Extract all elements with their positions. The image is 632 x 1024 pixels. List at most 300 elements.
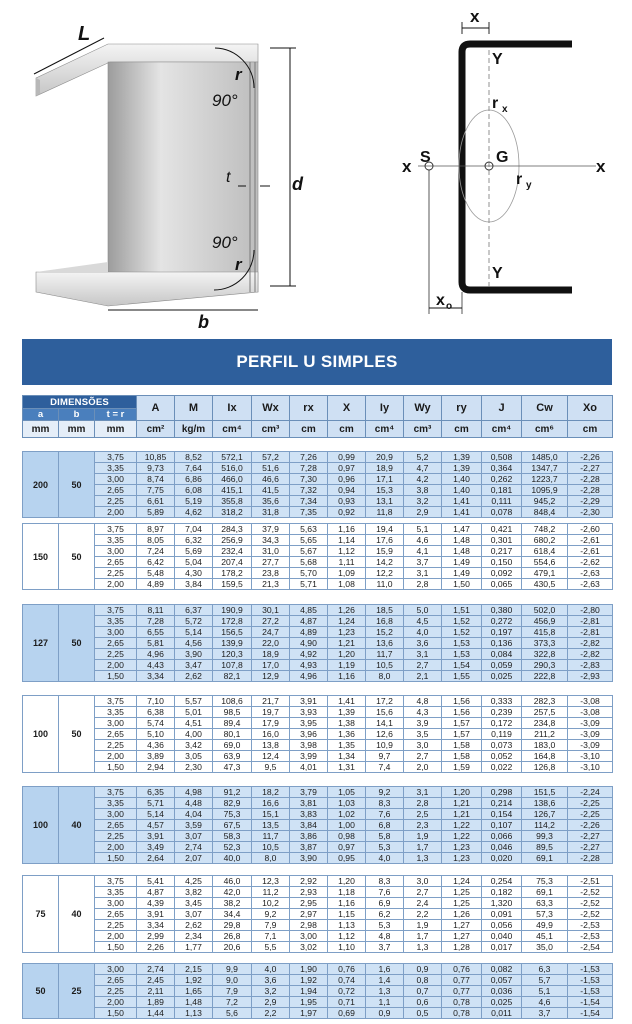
- label-radius-top: r: [235, 65, 242, 84]
- table-cell: 2,9: [404, 507, 442, 518]
- table-cell: 3,75: [95, 696, 137, 707]
- table-cell: 0,091: [482, 909, 522, 920]
- table-cell: 1,27: [442, 931, 482, 942]
- table-cell: 3,00: [95, 474, 137, 485]
- header-col-ry: ry: [442, 396, 482, 421]
- table-cell: 0,6: [404, 997, 442, 1008]
- table-cell: 5,0: [404, 605, 442, 616]
- table-cell: 211,2: [522, 729, 568, 740]
- table-cell: 1,92: [175, 975, 213, 986]
- table-cell: 63,9: [213, 751, 252, 762]
- table-cell: 8,74: [137, 474, 175, 485]
- table-cell: 0,272: [482, 616, 522, 627]
- table-row: [23, 920, 613, 931]
- table-cell: 2,00: [95, 842, 137, 853]
- table-cell: 945,2: [522, 496, 568, 507]
- table-cell: 4,30: [175, 568, 213, 579]
- table-cell: 1,08: [328, 579, 366, 590]
- table-row: [23, 696, 613, 707]
- table-cell: 2,1: [404, 671, 442, 682]
- table-cell: -2,52: [568, 898, 613, 909]
- table-cell: 5,89: [137, 507, 175, 518]
- table-cell: 5,71: [290, 579, 328, 590]
- table-cell: 3,1: [404, 568, 442, 579]
- header-unit: cm⁶: [522, 421, 568, 438]
- table-cell: 42,0: [213, 887, 252, 898]
- table-cell: 0,119: [482, 729, 522, 740]
- table-cell: 138,6: [522, 798, 568, 809]
- table-row: [23, 638, 613, 649]
- table-cell: 37,9: [252, 524, 290, 535]
- table-cell: 5,48: [137, 568, 175, 579]
- table-cell: -1,54: [568, 997, 613, 1008]
- table-cell: 63,3: [522, 898, 568, 909]
- table-cell: -2,28: [568, 474, 613, 485]
- table-cell: 0,107: [482, 820, 522, 831]
- table-cell: 2,99: [137, 931, 175, 942]
- table-cell: 290,3: [522, 660, 568, 671]
- header-col-j: J: [482, 396, 522, 421]
- channel-3d-drawing: [36, 44, 258, 306]
- table-cell: -2,63: [568, 579, 613, 590]
- table-row: [23, 707, 613, 718]
- table-cell: 3,90: [175, 649, 213, 660]
- table-cell: 2,8: [404, 579, 442, 590]
- table-cell: 19,7: [252, 707, 290, 718]
- table-cell: 1,13: [175, 1008, 213, 1019]
- table-cell: 284,3: [213, 524, 252, 535]
- table-cell: 7,6: [366, 809, 404, 820]
- table-cell: 1,02: [328, 809, 366, 820]
- table-cell: 11,8: [366, 507, 404, 518]
- group-b-value: 50: [59, 605, 95, 682]
- table-cell: 1,20: [328, 876, 366, 887]
- table-cell: 415,1: [213, 485, 252, 496]
- label-width: b: [198, 312, 209, 330]
- header-unit: kg/m: [175, 421, 213, 438]
- table-cell: 7,34: [290, 496, 328, 507]
- header-unit: cm: [442, 421, 482, 438]
- table-cell: 3,8: [404, 485, 442, 496]
- table-cell: 3,81: [290, 798, 328, 809]
- table-cell: 15,6: [366, 707, 404, 718]
- table-cell: 1,3: [366, 986, 404, 997]
- table-cell: 234,8: [522, 718, 568, 729]
- table-cell: 51,6: [252, 463, 290, 474]
- table-cell: 7,24: [137, 546, 175, 557]
- table-cell: 57,2: [252, 452, 290, 463]
- table-cell: 0,020: [482, 853, 522, 864]
- table-cell: 126,7: [522, 809, 568, 820]
- table-row: [23, 887, 613, 898]
- table-cell: 0,084: [482, 649, 522, 660]
- table-cell: 11,7: [252, 831, 290, 842]
- table-cell: 2,30: [175, 762, 213, 773]
- table-cell: 2,7: [404, 887, 442, 898]
- table-cell: 1,05: [328, 787, 366, 798]
- table-cell: 1,48: [442, 535, 482, 546]
- table-cell: 13,5: [252, 820, 290, 831]
- table-cell: 1,89: [137, 997, 175, 1008]
- table-cell: 2,25: [95, 649, 137, 660]
- table-cell: 322,8: [522, 649, 568, 660]
- table-cell: 1,90: [290, 964, 328, 975]
- table-cell: 7,2: [213, 997, 252, 1008]
- table-cell: 1,23: [442, 842, 482, 853]
- table-cell: 0,76: [442, 964, 482, 975]
- table-row: [23, 798, 613, 809]
- table-row: [23, 740, 613, 751]
- table-cell: 1,48: [175, 997, 213, 1008]
- table-cell: 4,1: [404, 546, 442, 557]
- table-cell: -1,53: [568, 975, 613, 986]
- table-cell: -3,08: [568, 707, 613, 718]
- table-cell: 0,052: [482, 751, 522, 762]
- table-cell: 9,0: [213, 975, 252, 986]
- table-row: [23, 660, 613, 671]
- table-cell: 3,86: [290, 831, 328, 842]
- table-cell: 4,04: [175, 809, 213, 820]
- table-cell: 4,87: [290, 616, 328, 627]
- table-cell: 5,70: [290, 568, 328, 579]
- table-cell: 2,62: [175, 920, 213, 931]
- group-a-value: 50: [23, 964, 59, 1019]
- table-cell: 15,2: [366, 627, 404, 638]
- table-cell: -2,54: [568, 942, 613, 953]
- table-row: [23, 820, 613, 831]
- table-cell: 159,5: [213, 579, 252, 590]
- table-row: [23, 942, 613, 953]
- table-row: [23, 463, 613, 474]
- group-a-value: 200: [23, 452, 59, 518]
- table-cell: 3,35: [95, 887, 137, 898]
- group-b-value: 50: [59, 452, 95, 518]
- table-cell: 17,2: [366, 696, 404, 707]
- table-cell: 3,98: [290, 740, 328, 751]
- table-cell: 5,1: [522, 986, 568, 997]
- table-cell: 2,45: [137, 975, 175, 986]
- label-ry-sub: y: [526, 180, 532, 191]
- table-cell: 0,154: [482, 809, 522, 820]
- table-cell: -2,93: [568, 671, 613, 682]
- table-cell: 5,19: [175, 496, 213, 507]
- table-cell: 1,59: [442, 762, 482, 773]
- table-row: [23, 986, 613, 997]
- table-cell: 5,2: [404, 452, 442, 463]
- header-unit: mm: [59, 421, 95, 438]
- label-radius-bottom: r: [235, 255, 242, 274]
- table-cell: 1,50: [95, 1008, 137, 1019]
- table-cell: 10,85: [137, 452, 175, 463]
- label-y-bottom: Y: [492, 265, 503, 282]
- table-cell: -2,61: [568, 535, 613, 546]
- table-cell: 17,1: [366, 474, 404, 485]
- table-cell: 12,6: [366, 729, 404, 740]
- table-cell: 6,38: [137, 707, 175, 718]
- table-cell: 17,0: [252, 660, 290, 671]
- table-cell: 7,9: [213, 986, 252, 997]
- table-cell: 6,42: [137, 557, 175, 568]
- table-cell: 2,97: [290, 909, 328, 920]
- table-cell: 3,75: [95, 605, 137, 616]
- table-cell: 1485,0: [522, 452, 568, 463]
- table-cell: 1,4: [366, 975, 404, 986]
- table-cell: 6,9: [366, 898, 404, 909]
- label-x-left: x: [402, 157, 412, 176]
- table-row: [23, 485, 613, 496]
- header-unit: cm: [568, 421, 613, 438]
- table-cell: 4,0: [404, 627, 442, 638]
- table-cell: 9,2: [366, 787, 404, 798]
- table-cell: 3,00: [95, 964, 137, 975]
- table-cell: 1,41: [442, 496, 482, 507]
- table-cell: 29,8: [213, 920, 252, 931]
- table-row: [23, 997, 613, 1008]
- table-cell: 12,3: [252, 876, 290, 887]
- table-cell: 24,7: [252, 627, 290, 638]
- table-cell: 1,25: [442, 887, 482, 898]
- label-g: G: [496, 149, 509, 166]
- table-cell: 848,4: [522, 507, 568, 518]
- table-cell: 1,47: [442, 524, 482, 535]
- table-cell: 12,2: [366, 568, 404, 579]
- table-cell: 20,9: [366, 452, 404, 463]
- table-cell: 3,35: [95, 616, 137, 627]
- table-cell: -2,27: [568, 842, 613, 853]
- table-cell: 15,3: [366, 485, 404, 496]
- profile-group-200x50: [22, 451, 613, 518]
- table-cell: 31,0: [252, 546, 290, 557]
- table-cell: 2,65: [95, 975, 137, 986]
- table-cell: 99,3: [522, 831, 568, 842]
- header-unit: cm: [328, 421, 366, 438]
- header-unit: cm⁴: [366, 421, 404, 438]
- table-cell: 4,48: [175, 798, 213, 809]
- table-cell: 1,21: [328, 638, 366, 649]
- table-cell: 2,11: [137, 986, 175, 997]
- table-header: [22, 395, 613, 438]
- table-cell: 7,35: [290, 507, 328, 518]
- table-row: [23, 964, 613, 975]
- table-cell: 27,2: [252, 616, 290, 627]
- table-cell: 4,92: [290, 649, 328, 660]
- table-cell: -3,10: [568, 751, 613, 762]
- table-cell: 2,00: [95, 507, 137, 518]
- table-cell: 1,11: [328, 557, 366, 568]
- table-cell: -3,09: [568, 740, 613, 751]
- table-cell: 3,82: [175, 887, 213, 898]
- table-cell: 0,136: [482, 638, 522, 649]
- table-cell: 11,7: [366, 649, 404, 660]
- table-cell: 7,10: [137, 696, 175, 707]
- table-row: [23, 474, 613, 485]
- table-cell: 6,61: [137, 496, 175, 507]
- table-cell: 0,301: [482, 535, 522, 546]
- table-cell: 52,3: [213, 842, 252, 853]
- table-cell: 2,74: [175, 842, 213, 853]
- header-col-a: A: [137, 396, 175, 421]
- table-cell: 222,8: [522, 671, 568, 682]
- table-cell: 572,1: [213, 452, 252, 463]
- table-cell: 69,0: [213, 740, 252, 751]
- table-cell: 4,98: [175, 787, 213, 798]
- table-cell: 120,3: [213, 649, 252, 660]
- table-cell: 6,35: [137, 787, 175, 798]
- table-cell: -2,52: [568, 909, 613, 920]
- table-cell: 2,2: [404, 909, 442, 920]
- group-a-value: 150: [23, 524, 59, 590]
- table-cell: 0,262: [482, 474, 522, 485]
- table-cell: 0,036: [482, 986, 522, 997]
- table-cell: -2,82: [568, 649, 613, 660]
- label-x-top: x: [470, 7, 480, 26]
- header-a: a: [23, 409, 59, 421]
- profile-group-150x50: [22, 523, 613, 590]
- table-cell: 3,1: [404, 787, 442, 798]
- table-cell: 9,9: [213, 964, 252, 975]
- table-cell: 4,90: [290, 638, 328, 649]
- table-cell: 18,9: [252, 649, 290, 660]
- table-cell: -1,54: [568, 1008, 613, 1019]
- table-cell: 0,078: [482, 507, 522, 518]
- table-cell: 89,4: [213, 718, 252, 729]
- table-cell: 3,2: [404, 496, 442, 507]
- table-cell: 2,15: [175, 964, 213, 975]
- table-cell: 0,057: [482, 975, 522, 986]
- table-cell: 4,96: [137, 649, 175, 660]
- table-cell: 151,5: [522, 787, 568, 798]
- table-cell: 190,9: [213, 605, 252, 616]
- table-cell: 1,48: [442, 546, 482, 557]
- table-cell: 5,67: [290, 546, 328, 557]
- table-cell: 479,1: [522, 568, 568, 579]
- table-cell: 0,8: [404, 975, 442, 986]
- header-col-ix: Ix: [213, 396, 252, 421]
- table-cell: 0,239: [482, 707, 522, 718]
- table-cell: 0,111: [482, 496, 522, 507]
- table-cell: 1,39: [328, 707, 366, 718]
- table-cell: 1,50: [95, 942, 137, 953]
- table-cell: 9,7: [366, 751, 404, 762]
- header-col-x: X: [328, 396, 366, 421]
- table-cell: 0,022: [482, 762, 522, 773]
- table-cell: 3,00: [95, 627, 137, 638]
- table-cell: 164,8: [522, 751, 568, 762]
- table-cell: 2,65: [95, 729, 137, 740]
- table-cell: 1,50: [442, 579, 482, 590]
- table-cell: 2,25: [95, 568, 137, 579]
- table-cell: 75,3: [522, 876, 568, 887]
- table-cell: -3,08: [568, 696, 613, 707]
- table-cell: 2,25: [95, 986, 137, 997]
- table-cell: 2,0: [404, 762, 442, 773]
- table-cell: 172,8: [213, 616, 252, 627]
- table-cell: 5,3: [366, 842, 404, 853]
- group-b-value: 40: [59, 876, 95, 953]
- table-cell: 3,00: [290, 931, 328, 942]
- table-cell: -3,10: [568, 762, 613, 773]
- table-cell: 5,57: [175, 696, 213, 707]
- table-cell: 6,86: [175, 474, 213, 485]
- table-cell: 7,6: [366, 887, 404, 898]
- table-cell: 4,89: [137, 579, 175, 590]
- table-cell: 2,2: [252, 1008, 290, 1019]
- table-cell: 5,65: [290, 535, 328, 546]
- table-cell: 10,5: [366, 660, 404, 671]
- table-cell: 2,3: [404, 820, 442, 831]
- table-cell: 46,0: [213, 876, 252, 887]
- table-cell: 0,065: [482, 579, 522, 590]
- label-length: L: [78, 23, 91, 45]
- table-cell: 13,1: [366, 496, 404, 507]
- table-cell: 0,97: [328, 463, 366, 474]
- table-cell: 1,52: [442, 627, 482, 638]
- table-cell: 75,3: [213, 809, 252, 820]
- table-cell: 2,07: [175, 853, 213, 864]
- table-cell: 7,9: [252, 920, 290, 931]
- table-cell: 1,23: [328, 627, 366, 638]
- table-row: [23, 842, 613, 853]
- table-cell: 1,94: [290, 986, 328, 997]
- table-cell: 1,03: [328, 798, 366, 809]
- table-cell: 1347,7: [522, 463, 568, 474]
- table-cell: 282,3: [522, 696, 568, 707]
- table-cell: 3,49: [137, 842, 175, 853]
- table-cell: 1,35: [328, 740, 366, 751]
- table-cell: 7,1: [252, 931, 290, 942]
- table-cell: 6,37: [175, 605, 213, 616]
- table-cell: 1,7: [404, 931, 442, 942]
- group-a-value: 127: [23, 605, 59, 682]
- table-cell: 5,14: [175, 627, 213, 638]
- table-cell: 373,3: [522, 638, 568, 649]
- table-cell: 318,2: [213, 507, 252, 518]
- group-b-value: 40: [59, 787, 95, 864]
- table-cell: 466,0: [213, 474, 252, 485]
- table-cell: 41,5: [252, 485, 290, 496]
- table-cell: 1,24: [328, 616, 366, 627]
- table-cell: 8,0: [252, 853, 290, 864]
- table-cell: 11,0: [366, 579, 404, 590]
- table-cell: 0,011: [482, 1008, 522, 1019]
- table-cell: -2,28: [568, 853, 613, 864]
- table-cell: 3,7: [522, 1008, 568, 1019]
- table-cell: -2,60: [568, 524, 613, 535]
- table-cell: 0,181: [482, 485, 522, 496]
- table-cell: 26,8: [213, 931, 252, 942]
- table-cell: 0,74: [328, 975, 366, 986]
- cross-section-drawing: [418, 22, 596, 314]
- table-cell: -2,26: [568, 452, 613, 463]
- label-s: S: [420, 149, 431, 166]
- table-cell: 2,65: [95, 820, 137, 831]
- table-cell: 7,28: [137, 616, 175, 627]
- table-cell: 0,97: [328, 842, 366, 853]
- table-cell: 1,49: [442, 568, 482, 579]
- table-cell: 1,10: [328, 942, 366, 953]
- table-cell: 4,89: [290, 627, 328, 638]
- table-cell: 0,046: [482, 842, 522, 853]
- table-row: [23, 535, 613, 546]
- table-cell: 5,7: [522, 975, 568, 986]
- table-cell: 3,75: [95, 524, 137, 535]
- table-cell: 0,150: [482, 557, 522, 568]
- table-cell: 1,40: [442, 474, 482, 485]
- table-cell: 9,5: [252, 762, 290, 773]
- table-cell: 34,3: [252, 535, 290, 546]
- table-cell: 4,01: [290, 762, 328, 773]
- table-cell: 9,2: [252, 909, 290, 920]
